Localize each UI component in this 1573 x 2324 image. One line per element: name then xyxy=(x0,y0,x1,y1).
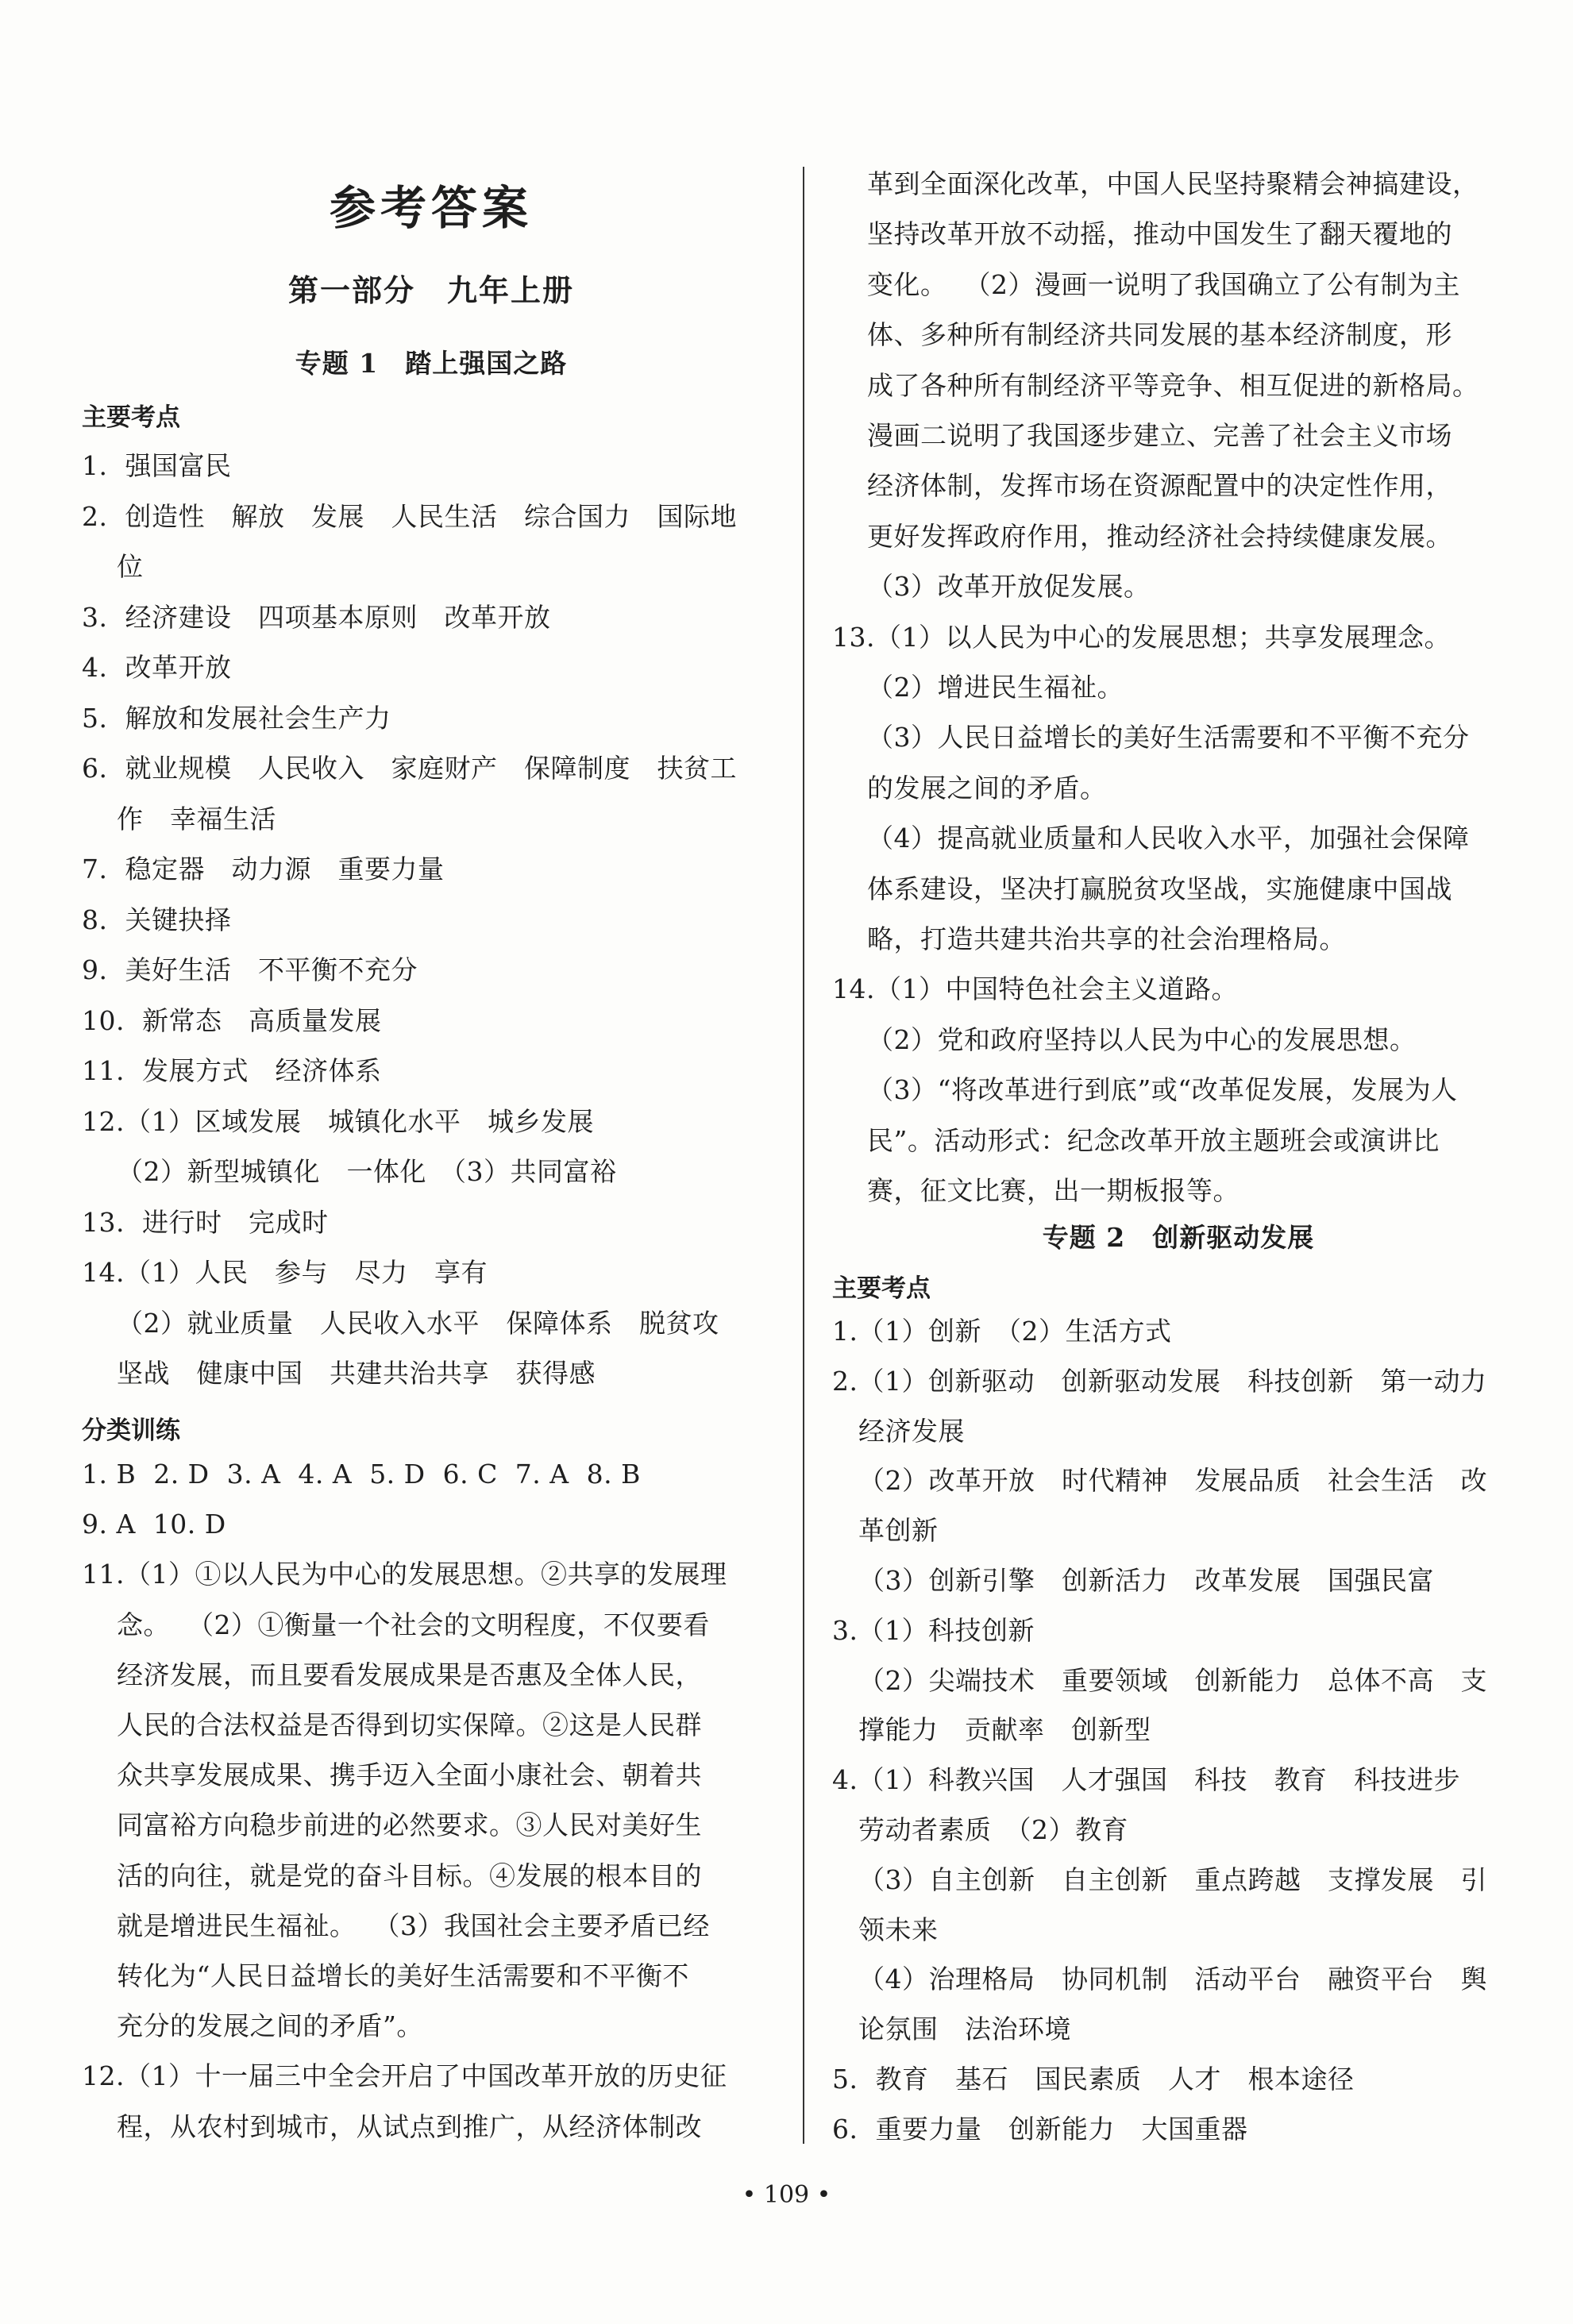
answer-line: 撑能力 贡献率 创新型 xyxy=(832,1714,1151,1746)
answer-line: 5. 解放和发展社会生产力 xyxy=(82,702,391,734)
answer-line: 9. A 10. D xyxy=(82,1509,226,1540)
answer-line: 充分的发展之间的矛盾”。 xyxy=(82,2010,423,2042)
answer-line: 同富裕方向稳步前进的必然要求。③人民对美好生 xyxy=(82,1809,702,1841)
answer-line: 2.（1）创新驱动 创新驱动发展 科技创新 第一动力 xyxy=(832,1365,1487,1397)
answer-line: （2）增进民生福祉。 xyxy=(832,672,1124,703)
answer-line: 念。 （2）①衡量一个社会的文明程度，不仅要看 xyxy=(82,1609,710,1640)
answer-line: 3. 经济建设 四项基本原则 改革开放 xyxy=(82,601,551,633)
answer-line: 6. 重要力量 创新能力 大国重器 xyxy=(832,2113,1248,2145)
topic-heading-1: 专题 1 踏上强国之路 xyxy=(295,348,568,379)
answer-line: （2）就业质量 人民收入水平 保障体系 脱贫攻 xyxy=(82,1307,719,1339)
answer-line: 变化。 （2）漫画一说明了我国确立了公有制为主 xyxy=(832,268,1460,300)
answer-line: 坚持改革开放不动摇，推动中国发生了翻天覆地的 xyxy=(832,218,1452,250)
answer-line: 1.（1）创新 （2）生活方式 xyxy=(832,1316,1172,1347)
answer-line: 劳动者素质 （2）教育 xyxy=(832,1814,1128,1845)
answer-line: （2）新型城镇化 一体化 （3）共同富裕 xyxy=(82,1156,617,1187)
answer-line: 程，从农村到城市，从试点到推广，从经济体制改 xyxy=(82,2110,702,2142)
topic-heading-2: 专题 2 创新驱动发展 xyxy=(1042,1222,1315,1253)
answer-line: 人民的合法权益是否得到切实保障。②这是人民群 xyxy=(82,1709,702,1740)
page-title: 参考答案 xyxy=(329,181,533,235)
column-divider xyxy=(803,167,804,2144)
answer-line: 10. 新常态 高质量发展 xyxy=(82,1004,382,1036)
answer-line: 4. 改革开放 xyxy=(82,652,232,683)
answer-line: （3）“将改革进行到底”或“改革促发展，发展为人 xyxy=(832,1074,1458,1106)
answer-line: 领未来 xyxy=(832,1914,939,1945)
answer-line: 5. 教育 基石 国民素质 人才 根本途径 xyxy=(832,2064,1355,2095)
answer-line: 作 幸福生活 xyxy=(82,803,276,834)
answer-line: 转化为“人民日益增长的美好生活需要和不平衡不 xyxy=(82,1960,689,1991)
answer-line: 位 xyxy=(82,551,144,582)
answer-line: 1. B 2. D 3. A 4. A 5. D 6. C 7. A 8. B xyxy=(82,1459,641,1490)
answer-line: 1. 强国富民 xyxy=(82,450,232,481)
answer-line: 众共享发展成果、携手迈入全面小康社会、朝着共 xyxy=(82,1759,702,1791)
answer-line: （2）改革开放 时代精神 发展品质 社会生活 改 xyxy=(832,1465,1487,1497)
answer-line: 13. 进行时 完成时 xyxy=(82,1206,329,1238)
answer-line: 7. 稳定器 动力源 重要力量 xyxy=(82,854,445,885)
answer-line: （3）创新引擎 创新活力 改革发展 国强民富 xyxy=(832,1565,1434,1596)
answer-line: （2）党和政府坚持以人民为中心的发展思想。 xyxy=(832,1023,1417,1055)
part-heading: 第一部分 九年上册 xyxy=(287,272,574,308)
answer-line: 体系建设，坚决打赢脱贫攻坚战，实施健康中国战 xyxy=(832,873,1452,904)
answer-line: 12.（1）区域发展 城镇化水平 城乡发展 xyxy=(82,1105,594,1137)
answer-line: （4）治理格局 协同机制 活动平台 融资平台 舆 xyxy=(832,1964,1487,1995)
answer-line: 成了各种所有制经济平等竞争、相互促进的新格局。 xyxy=(832,369,1479,401)
page-number: • 109 • xyxy=(742,2181,831,2209)
section-heading-xunlian: 分类训练 xyxy=(82,1416,180,1445)
answer-line: 经济发展，而且要看发展成果是否惠及全体人民， xyxy=(82,1659,702,1690)
answer-line: 体、多种所有制经济共同发展的基本经济制度，形 xyxy=(832,319,1452,351)
section-heading-kaodian-2: 主要考点 xyxy=(832,1274,931,1303)
answer-line: 11.（1）①以人民为中心的发展思想。②共享的发展理 xyxy=(82,1559,727,1590)
answer-line: 11. 发展方式 经济体系 xyxy=(82,1055,382,1086)
answer-line: 革到全面深化改革，中国人民坚持聚精会神搞建设， xyxy=(832,168,1479,199)
answer-line: 的发展之间的矛盾。 xyxy=(832,772,1107,804)
answer-line: 就是增进民生福祉。 （3）我国社会主要矛盾已经 xyxy=(82,1910,710,1941)
answer-line: （4）提高就业质量和人民收入水平，加强社会保障 xyxy=(832,823,1470,854)
answer-line: 9. 美好生活 不平衡不充分 xyxy=(82,954,418,985)
answer-line: （2）尖端技术 重要领域 创新能力 总体不高 支 xyxy=(832,1664,1487,1696)
answer-line: 漫画二说明了我国逐步建立、完善了社会主义市场 xyxy=(832,420,1452,451)
answer-line: 12.（1）十一届三中全会开启了中国改革开放的历史征 xyxy=(82,2060,727,2092)
answer-line: 经济体制，发挥市场在资源配置中的决定性作用， xyxy=(832,470,1452,502)
answer-line: 活的向往，就是党的奋斗目标。④发展的根本目的 xyxy=(82,1860,702,1891)
answer-line: 4.（1）科教兴国 人才强国 科技 教育 科技进步 xyxy=(832,1764,1460,1796)
answer-line: （3）人民日益增长的美好生活需要和不平衡不充分 xyxy=(832,722,1470,753)
answer-line: 14.（1）中国特色社会主义道路。 xyxy=(832,973,1238,1005)
answer-line: 14.（1）人民 参与 尽力 享有 xyxy=(82,1257,488,1288)
section-heading-kaodian: 主要考点 xyxy=(82,403,180,432)
answer-line: 坚战 健康中国 共建共治共享 获得感 xyxy=(82,1358,596,1389)
answer-line: 经济发展 xyxy=(832,1415,965,1447)
answer-line: 民”。活动形式：纪念改革开放主题班会或演讲比 xyxy=(832,1124,1440,1156)
answer-line: 革创新 xyxy=(832,1515,939,1547)
answer-line: 论氛围 法治环境 xyxy=(832,2014,1071,2045)
answer-line: 13.（1）以人民为中心的发展思想；共享发展理念。 xyxy=(832,621,1451,653)
answer-line: （3）自主创新 自主创新 重点跨越 支撑发展 引 xyxy=(832,1863,1487,1895)
answer-line: 略，打造共建共治共享的社会治理格局。 xyxy=(832,923,1346,954)
answer-line: 赛，征文比赛，出一期板报等。 xyxy=(832,1175,1240,1206)
answer-line: 2. 创造性 解放 发展 人民生活 综合国力 国际地 xyxy=(82,500,737,532)
answer-line: （3）改革开放促发展。 xyxy=(832,571,1151,603)
answer-line: 8. 关键抉择 xyxy=(82,904,232,935)
answer-line: 更好发挥政府作用，推动经济社会持续健康发展。 xyxy=(832,520,1452,552)
answer-line: 6. 就业规模 人民收入 家庭财产 保障制度 扶贫工 xyxy=(82,753,737,784)
answer-line: 3.（1）科技创新 xyxy=(832,1614,1035,1646)
